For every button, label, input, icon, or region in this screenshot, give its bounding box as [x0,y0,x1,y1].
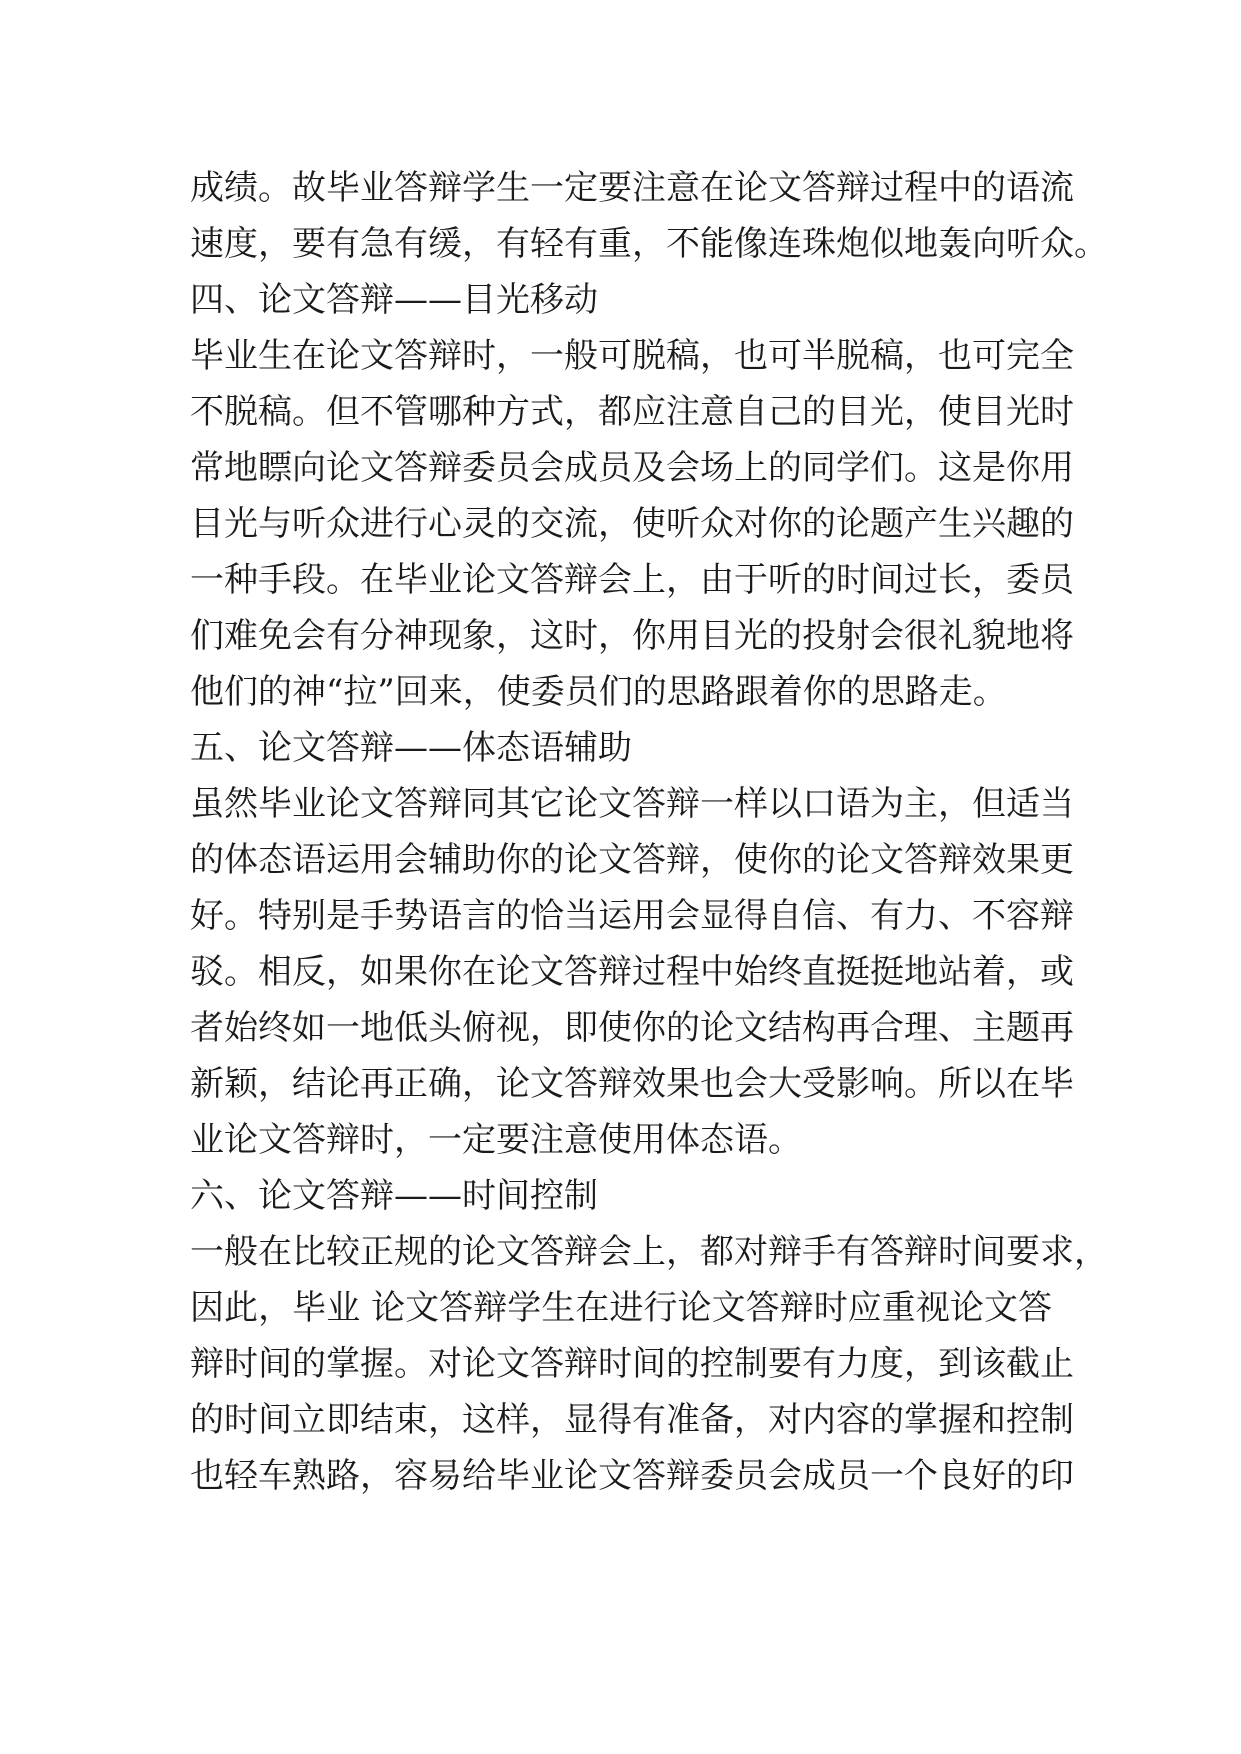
paragraph [190,776,1074,1168]
text-line: 毕业生在论文答辩时，一般可脱稿，也可半脱稿，也可完全 [190,336,1074,376]
document-body [190,160,1108,1504]
heading-text: 六、论文答辩——时间控制 [190,1176,598,1216]
heading-text: 五、论文答辩——体态语辅助 [190,728,632,768]
text-line: 他们的神“拉”回来，使委员们的思路跟着你的思路走。 [190,672,1007,712]
paragraph [190,160,1108,272]
text-line: 速度，要有急有缓，有轻有重，不能像连珠炮似地轰向听众。 [190,224,1108,264]
text-line: 的体态语运用会辅助你的论文答辩，使你的论文答辩效果更 [190,840,1074,880]
section-heading [190,720,1052,776]
text-line: 们难免会有分神现象，这时，你用目光的投射会很礼貌地将 [190,616,1074,656]
text-line: 不脱稿。但不管哪种方式，都应注意自己的目光，使目光时 [190,392,1074,432]
text-line: 者始终如一地低头俯视，即使你的论文结构再合理、主题再 [190,1008,1074,1048]
text-line: 虽然毕业论文答辩同其它论文答辩一样以口语为主，但适当 [190,784,1074,824]
text-line: 目光与听众进行心灵的交流，使听众对你的论题产生兴趣的 [190,504,1074,544]
text-line: 因此，毕业 论文答辩学生在进行论文答辩时应重视论文答 [190,1288,1052,1328]
section-heading [190,1168,1052,1224]
text-line: 常地瞟向论文答辩委员会成员及会场上的同学们。这是你用 [190,448,1074,488]
text-line: 也轻车熟路，容易给毕业论文答辩委员会成员一个良好的印 [190,1456,1074,1496]
text-line: 一般在比较正规的论文答辩会上，都对辩手有答辩时间要求， [190,1232,1108,1272]
heading-text: 四、论文答辩——目光移动 [190,280,598,320]
text-line: 新颖，结论再正确，论文答辩效果也会大受影响。所以在毕 [190,1064,1074,1104]
paragraph [190,1224,1108,1504]
text-line: 的时间立即结束，这样，显得有准备，对内容的掌握和控制 [190,1400,1074,1440]
text-line: 好。特别是手势语言的恰当运用会显得自信、有力、不容辩 [190,896,1074,936]
section-heading [190,272,1052,328]
paragraph [190,328,1074,720]
text-line: 驳。相反，如果你在论文答辩过程中始终直挺挺地站着，或 [190,952,1074,992]
text-line: 成绩。故毕业答辩学生一定要注意在论文答辩过程中的语流 [190,168,1074,208]
text-line: 业论文答辩时，一定要注意使用体态语。 [190,1120,802,1160]
text-line: 一种手段。在毕业论文答辩会上，由于听的时间过长，委员 [190,560,1074,600]
text-line: 辩时间的掌握。对论文答辩时间的控制要有力度，到该截止 [190,1344,1074,1384]
